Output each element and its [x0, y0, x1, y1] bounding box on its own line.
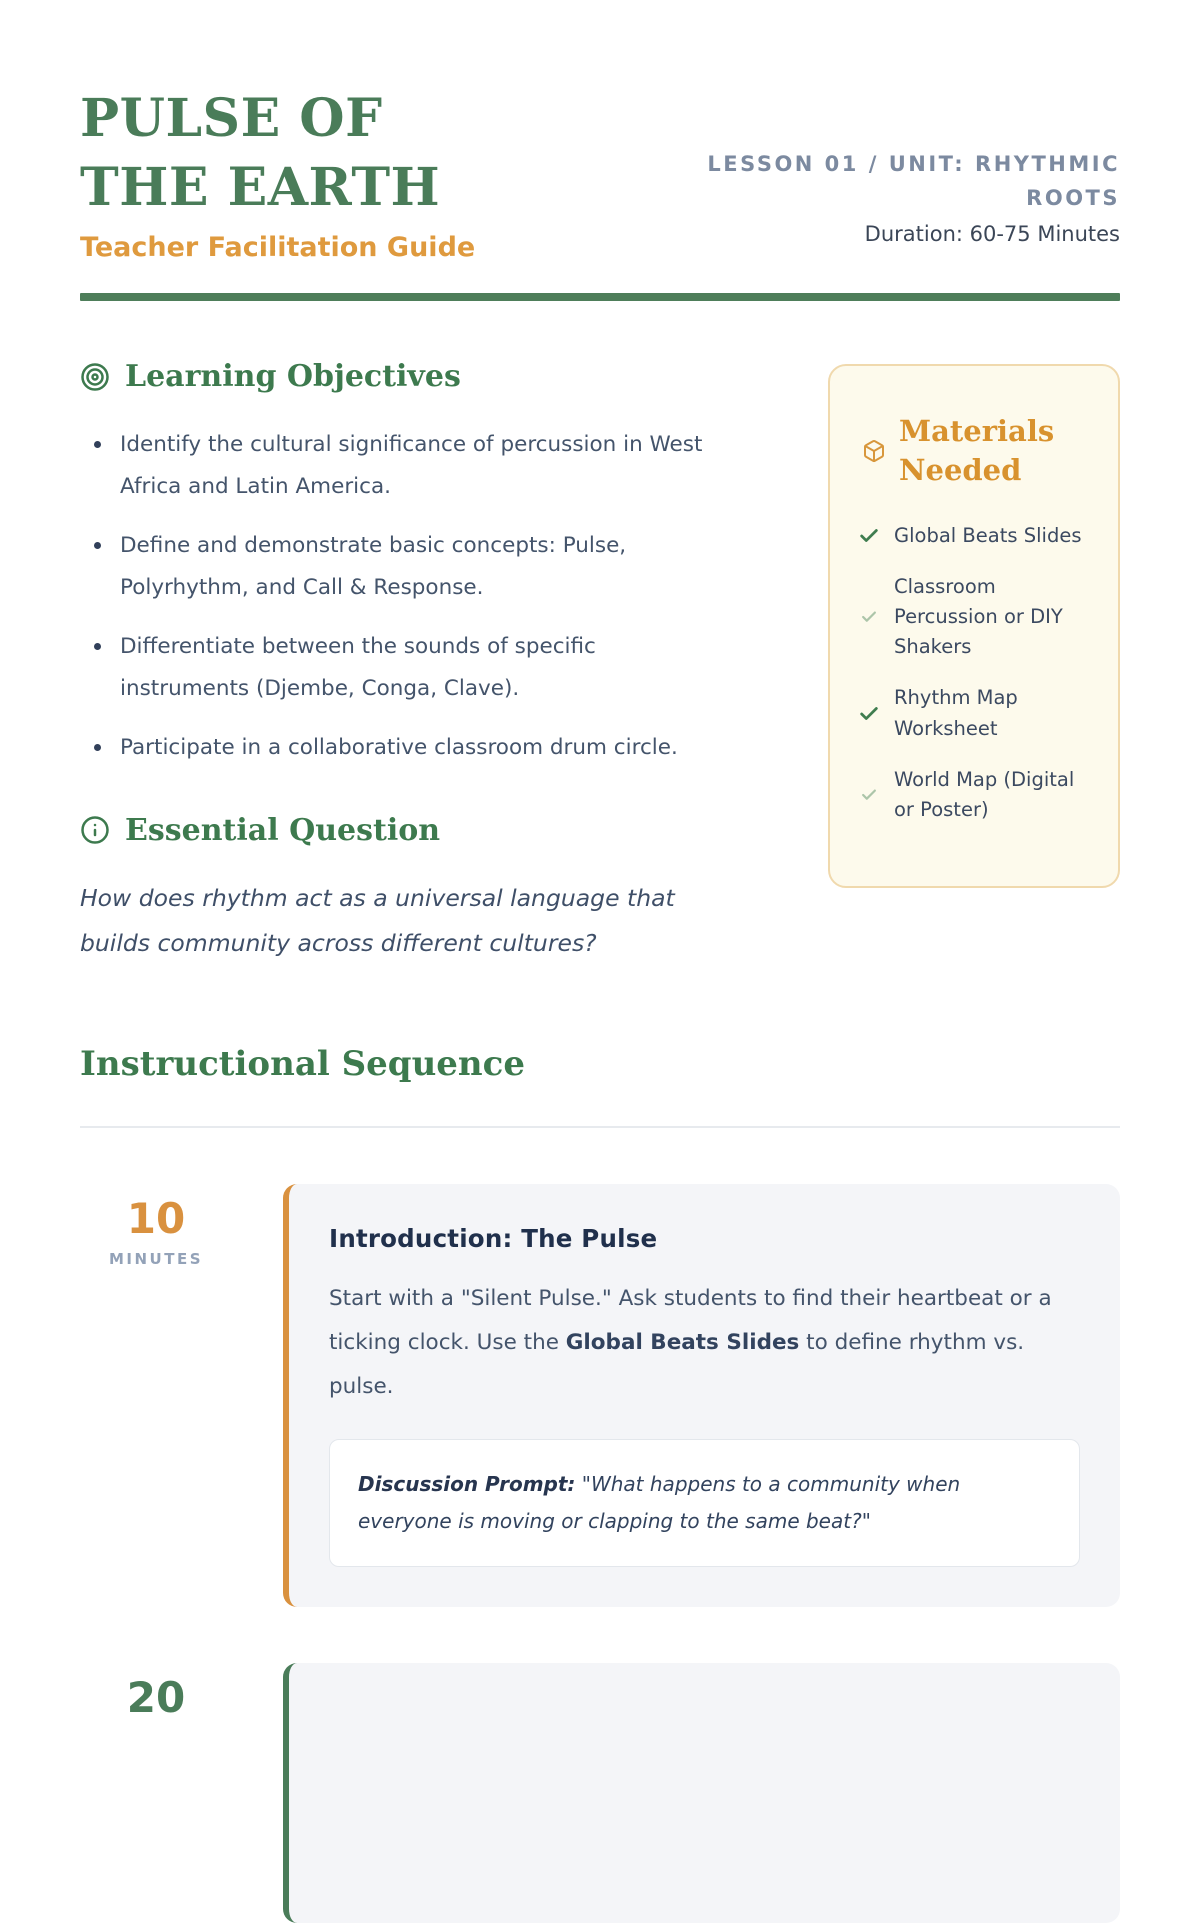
check-icon [860, 608, 878, 626]
material-item [858, 765, 1090, 825]
instructional-sequence-heading: Instructional Sequence [80, 1043, 525, 1084]
learning-objectives-list [80, 424, 766, 768]
material-item-label: Global Beats Slides [894, 523, 1082, 547]
step-duration-block [80, 1663, 232, 1923]
step-duration-value: 20 [126, 1673, 186, 1723]
header-divider [80, 293, 1120, 301]
page-title: PULSE OF THE EARTH [80, 88, 441, 218]
overview-columns [80, 359, 1120, 966]
discussion-prompt-label: Discussion Prompt: [358, 1472, 576, 1497]
step-body [329, 1277, 1080, 1409]
lesson-unit-label: LESSON 01 / UNIT: RHYTHMIC ROOTS [707, 152, 1120, 211]
step-duration-value: 10 [126, 1193, 186, 1243]
doc-header [80, 85, 1120, 263]
step-body-bold-text: Global Beats Slides [565, 1329, 800, 1355]
objective-item: Differentiate between the sounds of specific instruments (Djembe, Conga, Clave). [80, 626, 720, 710]
materials-needed-card [828, 364, 1120, 888]
step-title: Introduction: The Pulse [329, 1223, 658, 1253]
objective-item: Identify the cultural significance of percussion in West Africa and Latin America. [80, 424, 720, 508]
objective-item: Define and demonstrate basic concepts: Pulse, Polyrhythm, and Call & Response. [80, 525, 720, 609]
material-item [858, 521, 1090, 551]
page-subtitle: Teacher Facilitation Guide [80, 232, 476, 264]
sequence-step-1 [80, 1184, 1120, 1607]
material-item-label: World Map (Digital or Poster) [894, 767, 1075, 822]
material-item [858, 572, 1090, 663]
learning-objectives-heading [80, 359, 766, 394]
overview-main-column [80, 359, 766, 966]
step-duration-block [80, 1184, 232, 1607]
objective-item: Participate in a collaborative classroom drum circle. [80, 727, 720, 769]
step-body-text: Start with a "Silent Pulse." Ask students to find their heartbeat or a ticking clock. Use the [329, 1285, 1052, 1355]
header-meta-block [700, 85, 1120, 246]
step-card [283, 1663, 1120, 1923]
step-card [283, 1184, 1120, 1607]
sequence-divider [80, 1126, 1120, 1128]
package-icon [862, 439, 886, 463]
info-icon [80, 815, 110, 845]
essential-question-text: How does rhythm act as a universal language that builds community across different cultures? [80, 883, 675, 957]
learning-objectives-heading-label: Learning Objectives [125, 359, 461, 395]
target-icon [80, 362, 110, 392]
materials-title-row [858, 412, 1090, 490]
step-duration-unit: MINUTES [108, 1250, 204, 1269]
check-icon [860, 786, 878, 804]
materials-list [858, 521, 1090, 826]
essential-question-heading-label: Essential Question [125, 812, 441, 848]
header-title-block [80, 85, 510, 263]
step-body-text: to define rhythm vs. pulse. [329, 1329, 1025, 1400]
material-item-label: Classroom Percussion or DIY Shakers [894, 574, 1063, 659]
materials-heading: Materials Needed [899, 414, 1055, 488]
discussion-prompt-box [329, 1439, 1080, 1567]
duration-label: Duration: 60-75 Minutes [864, 222, 1120, 247]
sequence-step-2 [80, 1663, 1120, 1923]
material-item-label: Rhythm Map Worksheet [894, 686, 1018, 740]
material-item [858, 683, 1090, 743]
discussion-prompt-text: "What happens to a community when everyone is moving or clapping to the same beat?" [358, 1472, 961, 1534]
essential-question-heading [80, 813, 766, 848]
check-icon [858, 525, 880, 547]
check-icon [858, 703, 880, 725]
